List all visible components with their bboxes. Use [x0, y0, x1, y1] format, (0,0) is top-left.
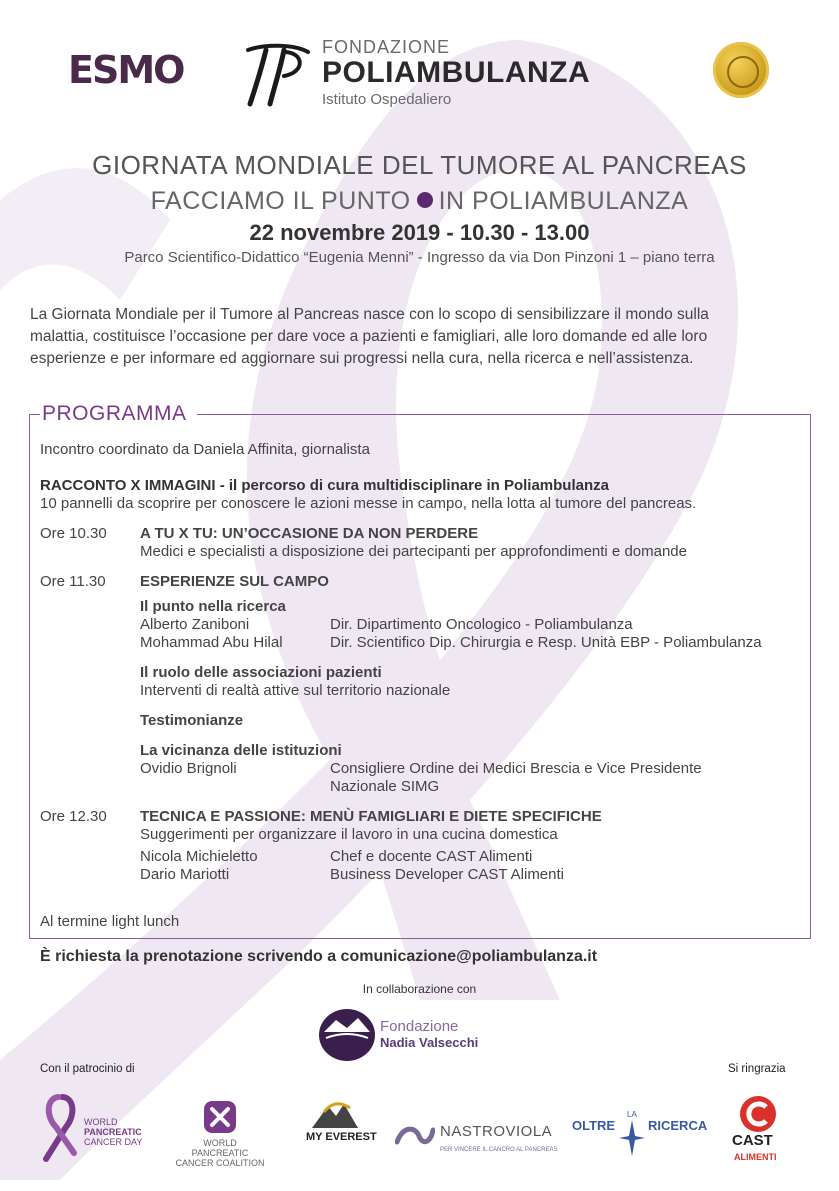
racconto-description: 10 pannelli da scoprire per conoscere le azioni messe in campo, nella lotta al tumore del pancreas. [40, 495, 697, 512]
speaker-name: Alberto Zaniboni [140, 616, 250, 633]
wpcc-logo-text [174, 1138, 266, 1168]
intro-line: esperienze e per informare ed aggiornare sui progressi nella cura, nella ricerca e nell’assistenza. [30, 350, 694, 367]
speaker-name: Dario Mariotti [140, 866, 230, 883]
esmo-logo [68, 48, 183, 92]
programma-title: PROGRAMMA [42, 402, 187, 425]
la-text: LA [627, 1110, 637, 1119]
subtitle-right: IN POLIAMBULANZA [438, 187, 689, 215]
oltre-text: OLTRE [572, 1118, 616, 1133]
nastroviola-text: NASTROVIOLA [440, 1123, 553, 1140]
foundation-subtitle: Istituto Ospedaliero [322, 91, 452, 108]
speaker-name: Nicola Michieletto [140, 848, 258, 865]
nadia-valsecchi-logo-text [380, 1019, 478, 1051]
world-pancreatic-cancer-day-ribbon-icon [40, 1093, 80, 1163]
session-title: A TU X TU: UN’OCCASIONE DA NON PERDERE [140, 525, 479, 542]
speaker-role: Chef e docente CAST Alimenti [330, 848, 533, 865]
session-subtitle: Il ruolo delle associazioni pazienti [140, 664, 382, 681]
speaker-role: Business Developer CAST Alimenti [330, 866, 564, 883]
foundation-name: POLIAMBULANZA [322, 56, 591, 89]
event-title: GIORNATA MONDIALE DEL TUMORE AL PANCREAS [92, 150, 747, 180]
session-description: Suggerimenti per organizzare il lavoro in una cucina domestica [140, 826, 558, 843]
my-everest-text: MY EVEREST [306, 1131, 377, 1143]
speaker-role: Nazionale SIMG [330, 778, 440, 795]
cast-alimenti-logo-icon [739, 1095, 777, 1133]
nastroviola-subtext: PER VINCERE IL CANCRO AL PANCREAS [440, 1147, 558, 1153]
session-subtitle: Testimonianze [140, 712, 244, 729]
poliambulanza-logo-mark [244, 42, 312, 108]
patronage-label: Con il patrocinio di [40, 1063, 135, 1075]
session-title: TECNICA E PASSIONE: MENÙ FAMIGLIARI E DIETE SPECIFICHE [140, 808, 602, 825]
booking-notice[interactable]: È richiesta la prenotazione scrivendo a comunicazione@poliambulanza.it [40, 948, 598, 965]
event-location: Parco Scientifico-Didattico “Eugenia Menni” - Ingresso da via Don Pinzoni 1 – piano terra [124, 249, 715, 266]
speaker-role: Dir. Dipartimento Oncologico - Poliambulanza [330, 616, 633, 633]
ricerca-text: RICERCA [648, 1118, 708, 1133]
closing-text: Al termine light lunch [40, 913, 180, 930]
intro-line: malattia, costituisce l’occasione per dare voce a pazienti e famigliari, alle loro domande ed alle loro [30, 328, 708, 345]
poliambulanza-logo-text [322, 38, 590, 107]
wpcc-line: WORLD PANCREATIC [191, 1138, 249, 1158]
collaboration-label: In collaborazione con [362, 982, 477, 996]
session-description: Interventi di realtà attive sul territorio nazionale [140, 682, 451, 699]
session-time: Ore 12.30 [40, 808, 107, 825]
coordinator-text: Incontro coordinato da Daniela Affinita, giornalista [40, 441, 370, 458]
fnv-line2: Nadia Valsecchi [380, 1035, 479, 1050]
alimenti-text: ALIMENTI [734, 1152, 777, 1162]
session-time: Ore 11.30 [40, 573, 106, 590]
purple-dot-icon [417, 192, 433, 208]
thanks-label: Si ringrazia [728, 1063, 786, 1075]
wpcd-line: CANCER DAY [84, 1137, 143, 1147]
cast-text: CAST [732, 1132, 773, 1149]
wpcd-line: WORLD [84, 1117, 118, 1127]
foundation-label: FONDAZIONE [322, 37, 451, 57]
nadia-valsecchi-logo-icon [318, 1008, 376, 1062]
session-subtitle: Il punto nella ricerca [140, 598, 286, 615]
speaker-role: Dir. Scientifico Dip. Chirurgia e Resp. Unità EBP - Poliambulanza [330, 634, 762, 651]
session-subtitle: La vicinanza delle istituzioni [140, 742, 342, 759]
speaker-name: Ovidio Brignoli [140, 760, 237, 777]
intro-paragraph [30, 304, 810, 370]
speaker-name: Mohammad Abu Hilal [140, 634, 283, 651]
session-time: Ore 10.30 [40, 525, 107, 542]
my-everest-mountain-icon [310, 1098, 360, 1130]
speaker-role: Consigliere Ordine dei Medici Brescia e Vice Presidente [330, 760, 702, 777]
world-pancreatic-cancer-coalition-icon [200, 1097, 240, 1137]
accreditation-seal-icon [713, 42, 769, 98]
compass-star-icon [617, 1118, 647, 1158]
session-description: Medici e specialisti a disposizione dei partecipanti per approfondimenti e domande [140, 543, 687, 560]
nastroviola-ribbon-icon [395, 1122, 435, 1146]
wpcd-logo-text [84, 1117, 142, 1147]
subtitle-left: FACCIAMO IL PUNTO [150, 187, 411, 215]
wpcc-line: CANCER COALITION [175, 1158, 265, 1168]
intro-line: La Giornata Mondiale per il Tumore al Pancreas nasce con lo scopo di sensibilizzare il mondo sulla [30, 306, 709, 323]
event-subtitle [0, 187, 839, 216]
event-date-time: 22 novembre 2019 - 10.30 - 13.00 [249, 220, 590, 245]
esmo-logo-text: ESMO [68, 48, 184, 92]
racconto-title: RACCONTO X IMMAGINI - il percorso di cura multidisciplinare in Poliambulanza [40, 477, 609, 494]
wpcd-line: PANCREATIC [84, 1127, 142, 1137]
session-title: ESPERIENZE SUL CAMPO [140, 573, 329, 590]
fnv-line1: Fondazione [380, 1018, 459, 1035]
